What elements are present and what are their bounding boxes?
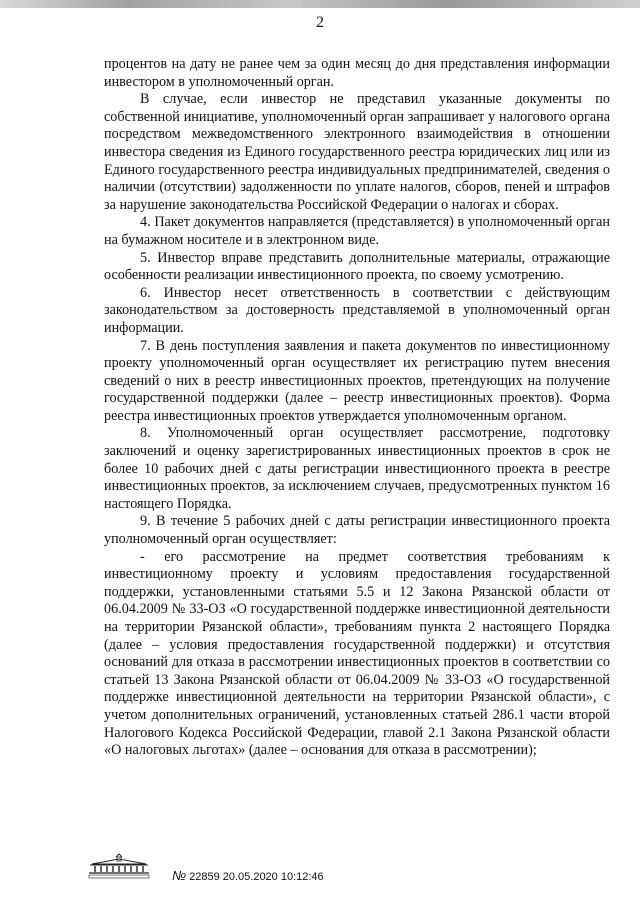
registration-stamp — [172, 868, 324, 883]
paragraph-5: 6. Инвестор несет ответственность в соответствии с действующим законодательством за достоверность представляемой в уполномоченный орган информации. — [104, 284, 610, 336]
paragraph-6: 7. В день поступления заявления и пакета документов по инвестиционному проекту уполномоченный орган осуществляет их регистрацию путем внесения сведений о них в реестр инвестиционных проектов, претендующих на получение государственной поддержки (далее – реестр инвестиционных проектов). Форма реестра инвестиционных проектов утверждается уполномоченным органом. — [104, 337, 610, 424]
page-number: 2 — [316, 14, 324, 31]
registration-text: 22859 20.05.2020 10:12:46 — [189, 871, 324, 883]
government-building-stamp-icon — [86, 853, 152, 879]
paragraph-8: 9. В течение 5 рабочих дней с даты регистрации инвестиционного проекта уполномоченный орган осуществляет: — [104, 513, 610, 548]
paragraph-9: - его рассмотрение на предмет соответствия требованиям к инвестиционному проекту и условиям предоставления государственной поддержки, установленными статьями 5.5 и 12 Закона Рязанской области от 06.04.2009 № 33-ОЗ «О государственной поддержке инвестиционной деятельности на территории Рязанской области», требованиям пункта 2 настоящего Порядка (далее – условия предоставления государственной поддержки) и отсутствия оснований для отказа в рассмотрении инвестиционных проектов в соответствии со статьей 13 Закона Рязанской области от 06.04.2009 № 33-ОЗ «О государственной поддержке инвестиционной деятельности на территории Рязанской области», с учетом дополнительных ограничений, установленных статьей 286.1 части второй Налогового Кодекса Российской Федерации, главой 2.1 Закона Рязанской области «О налоговых льготах» (далее – основания для отказа в рассмотрении); — [104, 548, 610, 759]
paragraph-4: 5. Инвестор вправе представить дополнительные материалы, отражающие особенности реализации инвестиционного проекта, по своему усмотрению. — [104, 249, 610, 284]
number-sign: № — [172, 868, 187, 883]
paragraph-7: 8. Уполномоченный орган осуществляет рассмотрение, подготовку заключений и оценку зарегистрированных инвестиционных проектов в срок не более 10 рабочих дней с даты регистрации инвестиционного проекта в реестре инвестиционных проектов, за исключением случаев, предусмотренных пунктом 16 настоящего Порядка. — [104, 425, 610, 512]
paragraph-3: 4. Пакет документов направляется (представляется) в уполномоченный орган на бумажном носителе и в электронном виде. — [104, 214, 610, 248]
document-body — [104, 56, 610, 760]
paragraph-2: В случае, если инвестор не представил указанные документы по собственной инициативе, уполномоченный орган запрашивает у налогового органа посредством межведомственного электронного взаимодействия в отношении инвестора сведения из Единого государственного реестра юридических лиц или из Единого государственного реестра индивидуальных предпринимателей, сведения о наличии (отсутствии) задолженности по уплате налогов, сборов, пеней и штрафов за нарушение законодательства Российской Федерации о налогах и сборах. — [104, 91, 610, 213]
paragraph-1: процентов на дату не ранее чем за один месяц до дня представления информации инвестором в уполномоченный орган. — [104, 56, 610, 90]
scan-edge — [0, 0, 640, 8]
